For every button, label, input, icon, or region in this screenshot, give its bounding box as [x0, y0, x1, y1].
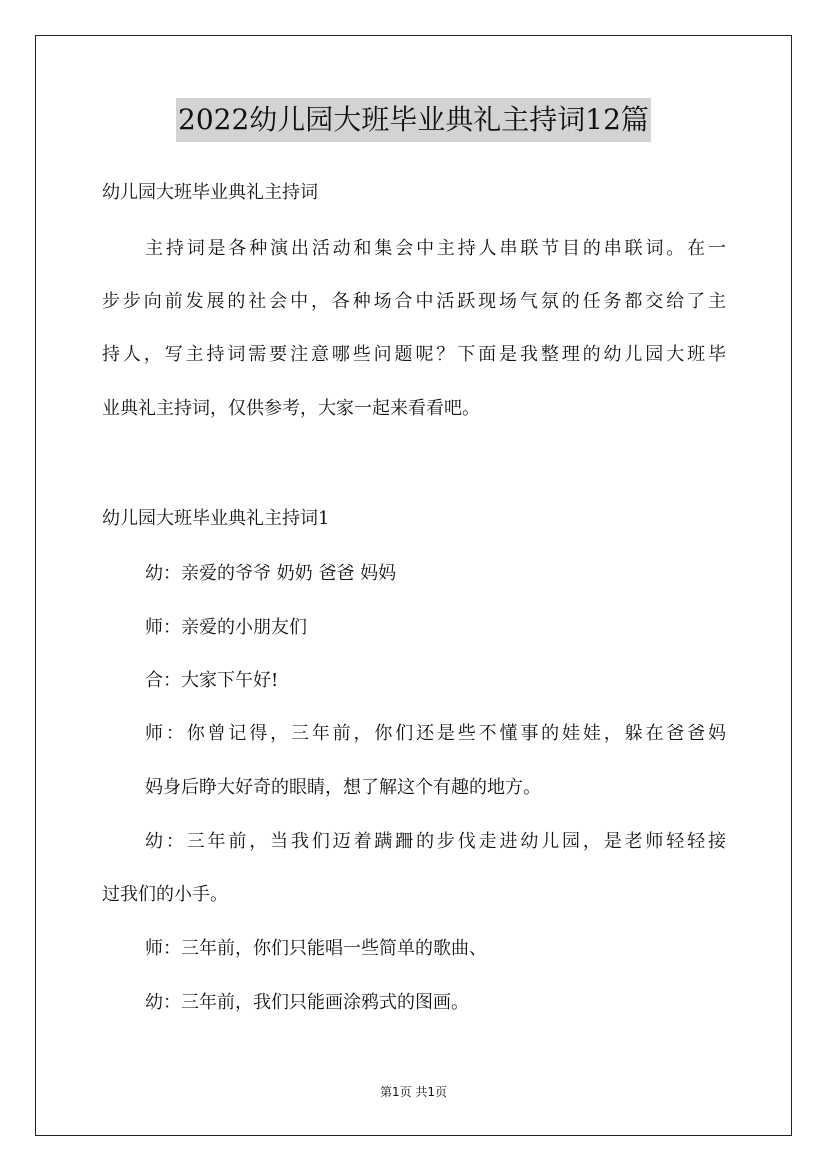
dialogue-line: 幼：三年前，当我们迈着蹒跚的步伐走进幼儿园，是老师轻轻接 — [145, 831, 726, 852]
dialogue-line: 幼：亲爱的爷爷 奶奶 爸爸 妈妈 — [145, 563, 397, 584]
dialogue-line: 师：亲爱的小朋友们 — [145, 617, 307, 638]
document-title-text: 2022幼儿园大班毕业典礼主持词12篇 — [176, 98, 651, 142]
document-title — [0, 98, 827, 142]
intro-paragraph-line: 业典礼主持词，仅供参考，大家一起来看看吧。 — [102, 398, 480, 419]
intro-paragraph-line: 持人，写主持词需要注意哪些问题呢？下面是我整理的幼儿园大班毕 — [102, 344, 726, 365]
dialogue-line: 师：三年前，你们只能唱一些简单的歌曲、 — [145, 938, 487, 959]
intro-paragraph-line: 步步向前发展的社会中，各种场合中活跃现场气氛的任务都交给了主 — [102, 291, 726, 312]
page-footer: 第1页 共1页 — [379, 1085, 448, 1099]
dialogue-line: 过我们的小手。 — [102, 884, 228, 905]
intro-heading: 幼儿园大班毕业典礼主持词 — [102, 182, 318, 203]
dialogue-line: 幼：三年前，我们只能画涂鸦式的图画。 — [145, 992, 469, 1013]
section-heading: 幼儿园大班毕业典礼主持词1 — [102, 508, 330, 529]
intro-paragraph-line: 主持词是各种演出活动和集会中主持人串联节目的串联词。在一 — [145, 238, 726, 259]
dialogue-line: 师：你曾记得，三年前，你们还是些不懂事的娃娃，躲在爸爸妈 — [145, 723, 726, 744]
dialogue-line: 妈身后睁大好奇的眼睛，想了解这个有趣的地方。 — [145, 777, 541, 798]
dialogue-line: 合：大家下午好! — [145, 670, 279, 691]
